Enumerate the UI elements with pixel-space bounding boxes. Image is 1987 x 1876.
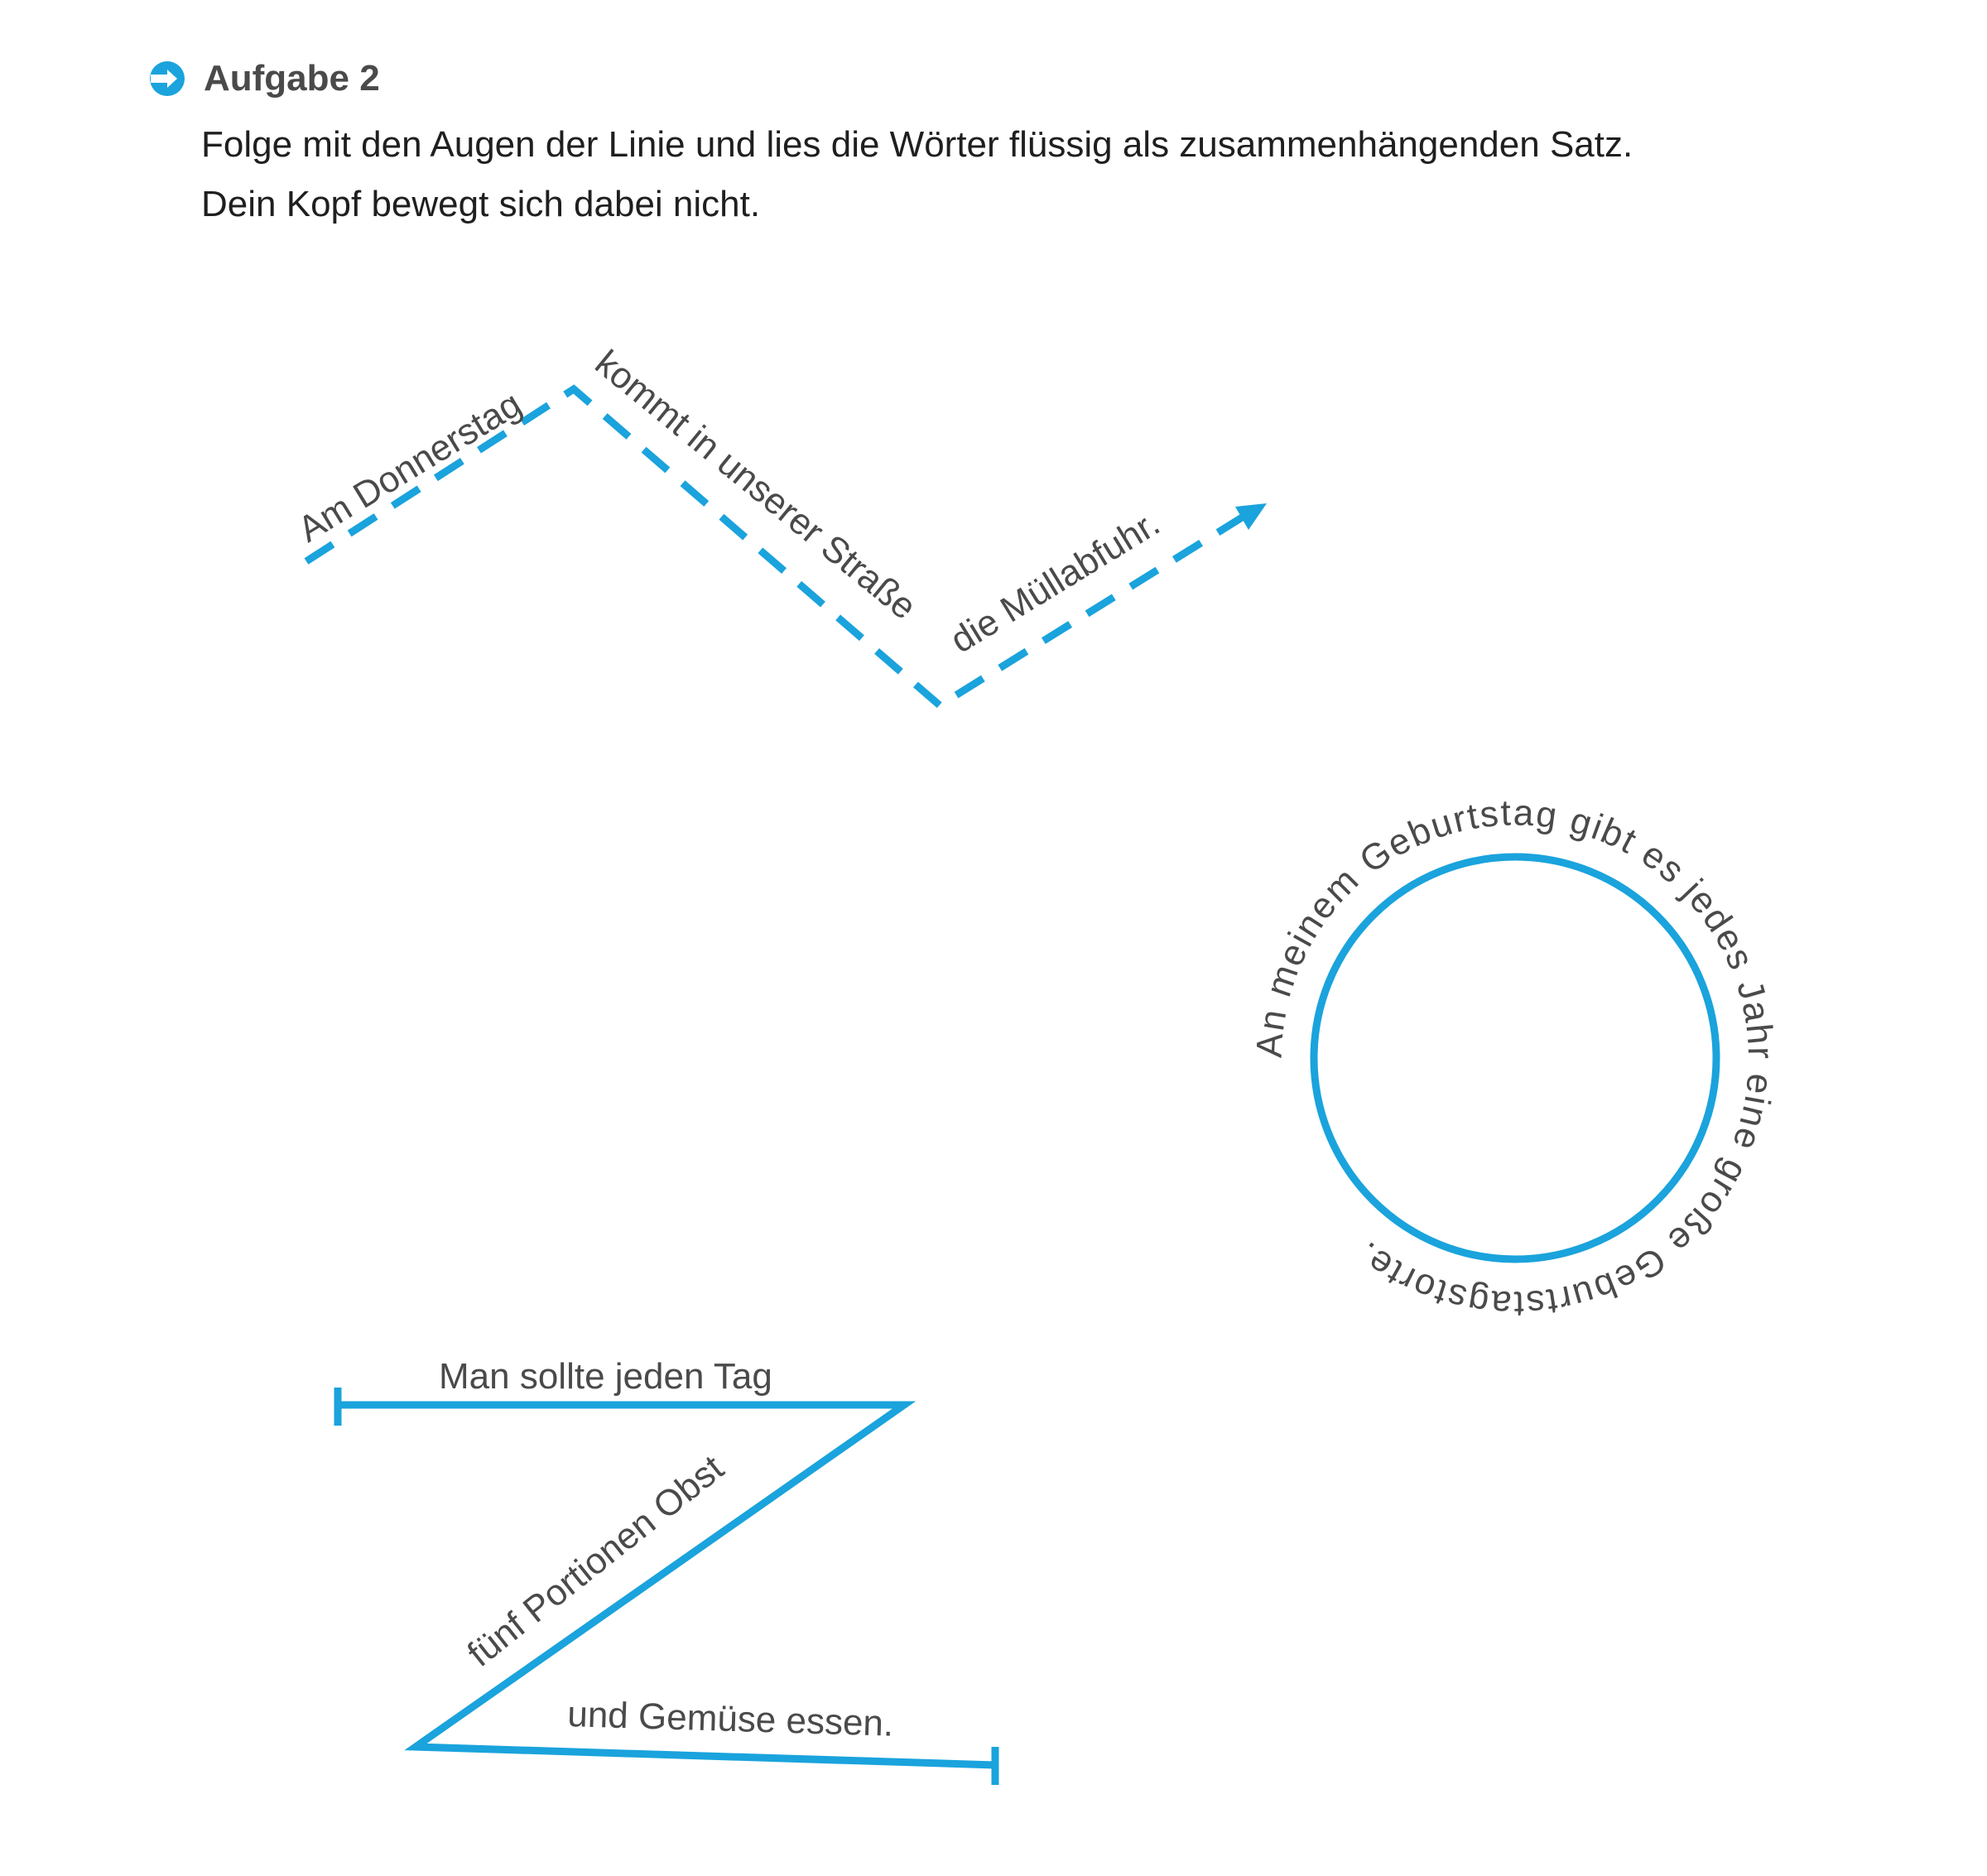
circle-line — [1314, 857, 1716, 1259]
zigzag-text-3: die Müllabfuhr. — [943, 503, 1167, 661]
instruction-line-1: Folge mit den Augen der Linie und lies die Wörter flüssig als zusammenhängenden Satz. — [201, 124, 1633, 165]
z-figure — [338, 1356, 995, 1785]
instruction-line-2: Dein Kopf bewegt sich dabei nicht. — [201, 184, 761, 224]
circle-text: An meinem Geburtstag gibt es jedes Jahr eine große Geburtstagstorte. — [1248, 792, 1782, 1325]
task-title: Aufgabe 2 — [204, 58, 380, 99]
zigzag-figure — [291, 343, 1267, 705]
z-text-bottom: und Gemüse essen. — [566, 1694, 894, 1744]
z-text-diagonal: fünf Portionen Obst — [459, 1447, 732, 1675]
circle-figure — [1249, 792, 1781, 1324]
zigzag-text-1: Am Donnerstag — [291, 383, 529, 551]
zigzag-text-2: kommt in unserer Straße — [587, 342, 924, 628]
z-text-top: Man sollte jeden Tag — [439, 1356, 772, 1397]
